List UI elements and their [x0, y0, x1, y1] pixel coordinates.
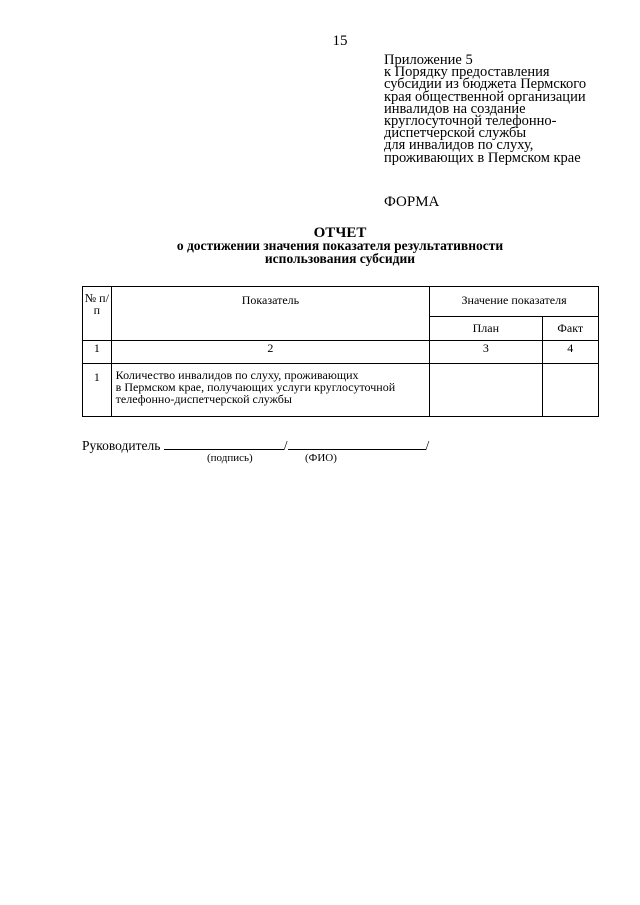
signature-caption: (подпись)	[207, 452, 253, 464]
header-value: Значение показателя	[430, 287, 599, 317]
index-cell: 2	[111, 341, 429, 364]
report-subtitle	[0, 240, 640, 265]
appendix-line: субсидии из бюджета Пермского	[384, 76, 587, 93]
appendix-line: для инвалидов по слуху,	[384, 137, 534, 154]
appendix-block	[384, 54, 624, 164]
indicator-line: в Пермском крае, получающих услуги круглосуточной	[115, 380, 396, 394]
signature-line	[82, 437, 429, 454]
appendix-line: инвалидов на создание	[384, 100, 526, 117]
row-num-cell: 1	[83, 364, 112, 417]
name-blank[interactable]	[288, 437, 426, 450]
report-table	[82, 286, 599, 417]
header-plan: План	[430, 317, 542, 341]
table-header-row	[83, 287, 599, 317]
signature-label: Руководитель	[82, 438, 161, 453]
header-indicator: Показатель	[111, 287, 429, 341]
table-index-row	[83, 341, 599, 364]
row-fact-cell[interactable]	[542, 364, 598, 417]
appendix-line: диспетчерской службы	[384, 125, 527, 142]
page-number: 15	[332, 33, 348, 49]
row-plan-cell[interactable]	[430, 364, 542, 417]
appendix-line: круглосуточной телефонно-	[384, 113, 557, 130]
subtitle-line: использования субсидии	[264, 250, 416, 266]
index-cell: 1	[83, 341, 112, 364]
table-row	[83, 364, 599, 417]
appendix-line: края общественной организации	[384, 88, 586, 105]
appendix-line: к Порядку предоставления	[384, 64, 550, 81]
indicator-line: телефонно-диспетчерской службы	[115, 392, 292, 406]
signature-separator: /	[283, 438, 288, 453]
subtitle-line: о достижении значения показателя результативности	[176, 238, 504, 253]
header-fact: Факт	[542, 317, 598, 341]
appendix-line: Приложение 5	[384, 52, 473, 68]
indicator-line: Количество инвалидов по слуху, проживающих	[115, 368, 359, 382]
index-cell: 3	[430, 341, 542, 364]
appendix-line: проживающих в Пермском крае	[384, 149, 581, 166]
form-label: ФОРМА	[384, 194, 440, 210]
header-num: № п/п	[83, 287, 112, 341]
signature-blank[interactable]	[164, 437, 284, 450]
name-caption: (ФИО)	[305, 452, 337, 464]
report-title: ОТЧЕТ	[313, 225, 367, 241]
row-indicator-cell	[111, 364, 429, 417]
signature-separator-end: /	[425, 438, 430, 453]
index-cell: 4	[542, 341, 598, 364]
